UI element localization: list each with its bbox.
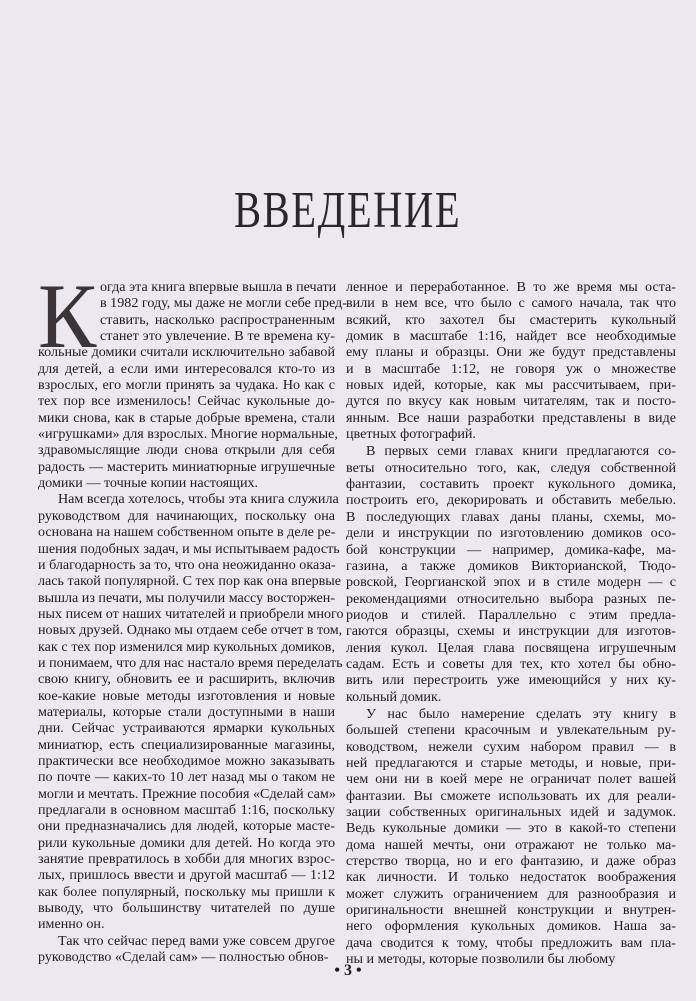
- text-line: ководством, нежели сухим набором правил — в: [346, 738, 676, 755]
- text-line: шения подобных задач, и мы испытываем радость: [38, 540, 340, 557]
- paragraph: [346, 279, 676, 442]
- chapter-title-text: ВВЕДЕНИЕ: [234, 182, 462, 239]
- text-line: У нас было намерение сделать эту книгу в: [366, 705, 676, 722]
- text-line: кольные домики считали исключительно забавой: [38, 344, 335, 361]
- text-line: садам. Есть и советы для тех, кто хотел бы обно-: [346, 655, 676, 672]
- text-line: него оформления кукольных домиков. Наша за-: [346, 918, 676, 935]
- text-line: кое-какие новые методы изготовления и новые: [38, 687, 335, 704]
- text-line: дели и инструкции по изготовлению домиков осо-: [346, 525, 676, 542]
- text-line: и благодарность за то, что она неожиданно оказа-: [38, 556, 336, 573]
- page-number: • 3 •: [334, 962, 362, 979]
- text-line: оригинальности внешней конструкции и внутрен-: [346, 902, 676, 919]
- text-line: и понимаем, что для нас настало время переделать: [38, 654, 343, 671]
- text-line: фантазии, составить проект кукольного домика,: [346, 476, 676, 493]
- text-line: ления кукол. Целая глава посвящена игрушечным: [346, 639, 676, 656]
- text-line: выводу, что большинству читателей по душе: [38, 900, 335, 917]
- text-line: чем они ни в коей мере не ограничат полет вашей: [346, 771, 676, 788]
- text-line: ленное и переработанное. В то же время мы оста-: [346, 279, 676, 295]
- text-line: стерство творца, но и его фантазию, и даже образ: [346, 853, 676, 870]
- text-line: для детей, а если ими интересовался кто-то из: [38, 360, 335, 377]
- text-line: новых идей, которые, как мы рассчитываем, при-: [346, 377, 676, 394]
- text-line: всякий, кто захотел бы смастерить кукольный: [346, 311, 676, 328]
- text-line: ных писем от наших читателей и приобрели много: [38, 605, 344, 622]
- text-line: как более популярный, поскольку мы пришли к: [38, 883, 335, 900]
- paragraph: [38, 491, 344, 933]
- text-line: дома нашей мечты, они отражают не только ма-: [346, 836, 676, 853]
- text-line: материалы, которые стали доступными в наши: [38, 703, 335, 720]
- text-line: риодов и стилей. Параллельно с этим предла-: [346, 606, 676, 623]
- text-line: Нам всегда хотелось, чтобы эта книга служила: [58, 491, 339, 508]
- text-line: вышла из печати, мы получили массу восторжен-: [38, 589, 336, 606]
- text-line: В последующих главах даны планы, схемы, мо-: [346, 508, 676, 525]
- paragraph: [346, 443, 676, 705]
- text-line: взрослых, его могли принять за чудака. Но как с: [38, 377, 335, 394]
- text-line: дача сводится к тому, чтобы предложить вам пла-: [346, 934, 676, 951]
- text-line: основана на нашем собственном опыте в деле ре-: [38, 524, 336, 541]
- text-line: вить или перестроить уже имеющийся у них ку-: [346, 672, 676, 689]
- paragraph: [38, 933, 335, 966]
- text-line: «игрушками» для взрослых. Многие нормальные,: [38, 426, 338, 443]
- text-line: веты относительно того, как, следуя собственной: [346, 459, 676, 476]
- text-line: именно он.: [38, 916, 105, 933]
- text-line: станет это увлечение. В те времена ку-: [100, 328, 335, 345]
- text-line: дутся по вкусу как новым читателям, так и посто-: [346, 393, 676, 410]
- text-line: занятие превратилось в хобби для многих взрос-: [38, 851, 335, 868]
- text-line: как личности. И только недостаток воображения: [346, 869, 676, 886]
- text-line: ставить, насколько распространенным: [100, 311, 335, 328]
- text-line: радость — мастерить миниатюрные игрушечные: [38, 458, 335, 475]
- text-line: домики — точные копии настоящих.: [38, 475, 259, 492]
- text-line: кольный домик.: [346, 688, 442, 705]
- text-line: может служить ограничением для разнообразия и: [346, 885, 676, 902]
- text-line: рекомендациями относительно выбора разных пе-: [346, 590, 676, 607]
- text-line: бой конструкции — например, домика-кафе, ма-: [346, 541, 676, 558]
- text-line: как с тех пор изменился мир кукольных домиков,: [38, 638, 335, 655]
- text-line: гаются образцы, схемы и инструкции для изготов-: [346, 623, 676, 640]
- text-line: Так что сейчас перед вами уже совсем другое: [58, 932, 335, 949]
- right-text-column: [346, 279, 676, 967]
- paragraph: [346, 706, 676, 968]
- text-line: цветных фотографий.: [346, 426, 476, 443]
- text-line: фантазии. Вы сможете использовать их для реали-: [346, 787, 676, 804]
- text-line: газина, а также домиков Викторианской, Тюдо-: [346, 557, 676, 574]
- text-line: вили в нем все, что было с самого начала, так что: [346, 295, 676, 312]
- text-line: огда эта книга впервые вышла в печати: [100, 279, 337, 295]
- text-line: предлагали в основном масштаб 1:16, поскольку: [38, 802, 335, 818]
- paragraph: [38, 265, 347, 492]
- left-text-column: [38, 265, 347, 966]
- text-line: руководство «Сделай сам» — полностью обнов-: [38, 949, 329, 966]
- text-line: большей степени красочным и увлекательным ру-: [346, 722, 676, 739]
- text-line: дни. Сейчас устраиваются ярмарки кукольных: [38, 720, 335, 737]
- text-line: мики снова, как в старые добрые времена, стали: [38, 409, 335, 426]
- text-line: лых, пришлось ввести и другой масштаб — 1:12: [38, 867, 335, 884]
- text-line: лась такой популярной. С тех пор как она впервые: [38, 573, 342, 590]
- text-line: рили кукольные домики для детей. Но когда это: [38, 834, 335, 851]
- text-line: руководством для начинающих, поскольку она: [38, 507, 335, 524]
- text-line: ему планы и образцы. Они же будут представлены: [346, 344, 676, 361]
- text-line: зации собственных оригинальных идей и задумок.: [346, 804, 676, 820]
- text-line: новых друзей. Однако мы отдаем себе отчет в том,: [38, 622, 343, 639]
- text-line: практически все необходимое можно заказывать: [38, 752, 335, 769]
- text-line: свою книгу, обновить ее и расширить, включив: [38, 671, 335, 688]
- text-line: здравомыслящие люди снова открыли для себя: [38, 442, 335, 459]
- chapter-title: [0, 183, 696, 239]
- text-line: В первых семи главах книги предлагаются со-: [366, 443, 676, 460]
- text-line: домик в масштабе 1:16, найдет все необходимые: [346, 328, 676, 345]
- text-line: построить его, декорировать и обставить мебелью.: [346, 492, 676, 509]
- text-line: и в масштабе 1:12, не говоря уж о множестве: [346, 360, 676, 377]
- text-line: тех пор все изменилось! Сейчас кукольные до-: [38, 393, 335, 410]
- text-line: ны и методы, которые позволили бы любому: [346, 951, 616, 968]
- text-line: ровской, Георгианской эпох и в стиле модерн — с: [346, 574, 676, 591]
- text-line: ней предлагаются и старые методы, и новые, при-: [346, 754, 676, 771]
- text-line: могли и мечтать. Прежние пособия «Сделай сам»: [38, 785, 336, 802]
- text-line: миниатюр, есть специализированные магазины,: [38, 736, 335, 753]
- text-line: Ведь кукольные домики — это в какой-то степени: [346, 820, 676, 837]
- text-line: в 1982 году, мы даже не могли себе пред-: [100, 295, 347, 312]
- text-line: по почте — каких-то 10 лет назад мы о таком не: [38, 769, 335, 786]
- text-line: они предназначались для людей, которые масте-: [38, 818, 335, 835]
- drop-cap: К: [38, 265, 97, 367]
- text-line: янным. Все наши разработки представлены в виде: [346, 409, 676, 426]
